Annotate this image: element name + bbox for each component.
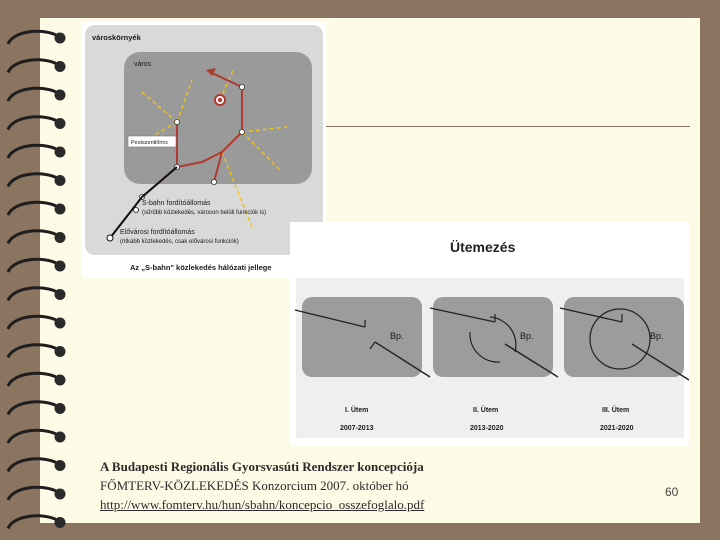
- spiral-ring: [8, 117, 58, 130]
- region-label: városkörnyék: [92, 33, 141, 42]
- spiral-hole: [55, 175, 66, 186]
- phase-label-3: III. Ütem: [602, 407, 630, 414]
- spiral-hole: [55, 318, 66, 329]
- title-divider: [300, 126, 690, 127]
- spiral-hole: [55, 403, 66, 414]
- spiral-ring: [8, 174, 58, 187]
- phase-label-1: I. Ütem: [345, 407, 369, 414]
- city-label: város: [134, 61, 152, 68]
- spiral-ring: [8, 88, 58, 101]
- phase-years-2: 2013-2020: [470, 425, 504, 432]
- spiral-ring: [8, 316, 58, 329]
- spiral-hole: [55, 346, 66, 357]
- legend-sbahn-title: S-bahn fordítóállomás: [142, 200, 211, 207]
- source-caption: [100, 457, 540, 514]
- spiral-ring: [8, 259, 58, 272]
- phase-years-3: 2021-2020: [600, 425, 634, 432]
- scheduling-title: Ütemezés: [450, 239, 516, 255]
- spiral-ring: [8, 373, 58, 386]
- spiral-hole: [55, 147, 66, 158]
- page-number: 60: [665, 485, 679, 499]
- spiral-ring: [8, 145, 58, 158]
- spiral-hole: [55, 204, 66, 215]
- caption-title: A Budapesti Regionális Gyorsvasúti Rendszer koncepciója: [100, 459, 424, 474]
- spiral-ring: [8, 60, 58, 73]
- spiral-hole: [55, 489, 66, 500]
- spiral-ring: [8, 487, 58, 500]
- spiral-hole: [55, 118, 66, 129]
- spiral-ring: [8, 288, 58, 301]
- spiral-ring: [8, 402, 58, 415]
- spiral-hole: [55, 432, 66, 443]
- spiral-hole: [55, 232, 66, 243]
- figure-left-caption: Az „S-bahn" közlekedés hálózati jellege: [130, 263, 272, 272]
- spiral-ring: [8, 430, 58, 443]
- phase-label-2: II. Ütem: [473, 407, 499, 414]
- spiral-ring: [8, 202, 58, 215]
- phase-years-1: 2007-2013: [340, 425, 374, 432]
- spiral-ring: [8, 231, 58, 244]
- spiral-hole: [55, 90, 66, 101]
- spiral-ring: [8, 31, 58, 44]
- spiral-hole: [55, 460, 66, 471]
- scheduling-figure: [290, 222, 689, 446]
- legend-sbahn-desc: (sűrűbb közlekedés, városon belüli funkciók is): [142, 210, 267, 216]
- city-tag-2: Bp.: [520, 331, 534, 341]
- spiral-ring: [8, 516, 58, 529]
- spiral-hole: [55, 289, 66, 300]
- legend-outer-desc: (ritkább közlekedés, csak elővárosi funkciók): [120, 239, 239, 245]
- spiral-hole: [55, 33, 66, 44]
- city-tag-3: Bp.: [650, 331, 664, 341]
- spiral-hole: [55, 261, 66, 272]
- legend-outer-title: Elővárosi fordítóállomás: [120, 229, 195, 236]
- station-label: Pestszentlőrinc: [131, 140, 169, 146]
- spiral-hole: [55, 517, 66, 528]
- caption-org: FŐMTERV-KÖZLEKEDÉS Konzorcium 2007. október hó: [100, 478, 409, 493]
- spiral-ring: [8, 459, 58, 472]
- caption-link[interactable]: http://www.fomterv.hu/hun/sbahn/koncepcio_osszefoglalo.pdf: [100, 497, 425, 512]
- city-tag-1: Bp.: [390, 331, 404, 341]
- spiral-binding: [0, 0, 80, 540]
- spiral-ring: [8, 345, 58, 358]
- spiral-hole: [55, 375, 66, 386]
- spiral-hole: [55, 61, 66, 72]
